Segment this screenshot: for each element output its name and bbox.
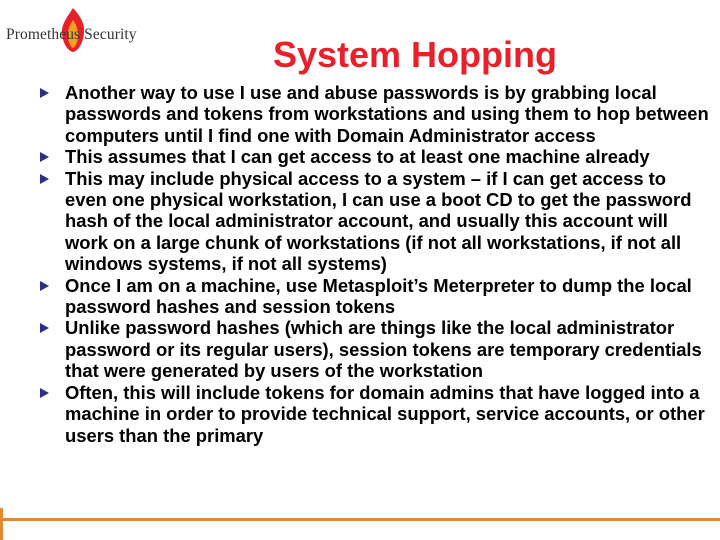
- bullet-text: Once I am on a machine, use Metasploit’s Meterpreter to dump the local password hashes and session tokens: [65, 274, 692, 318]
- bullet-item: [40, 168, 712, 275]
- footer-corner-mark: [0, 508, 3, 540]
- bullet-text: This may include physical access to a system – if I can get access to even one physical workstation, I can use a boot CD to get the password hash of the local administrator account, and usually this account will work on a large chunk of workstations (if not all workstations, if not all windows systems, if not all systems): [65, 167, 692, 275]
- bullet-item: [40, 275, 712, 318]
- bullet-item: [40, 317, 712, 381]
- bullet-arrow-icon: [40, 323, 49, 333]
- logo-text: Prometheus Security: [6, 26, 137, 43]
- bullet-text: Often, this will include tokens for domain admins that have logged into a machine in order to provide technical support, service accounts, or other users than the primary: [65, 381, 705, 446]
- bullet-arrow-icon: [40, 152, 49, 162]
- bullet-arrow-icon: [40, 388, 49, 398]
- bullet-item: [40, 82, 712, 146]
- bullet-item: [40, 146, 712, 167]
- bullet-arrow-icon: [40, 281, 49, 291]
- footer-divider: [0, 518, 720, 521]
- bullet-item: [40, 382, 712, 446]
- bullet-text: Unlike password hashes (which are things like the local administrator password or its regular users), session tokens are temporary credentials that were generated by users of the workstation: [65, 317, 702, 382]
- bullet-text: Another way to use I use and abuse passwords is by grabbing local passwords and tokens from workstations and using them to hop between computers until I find one with Domain Administrator access: [65, 82, 709, 146]
- bullet-text: This assumes that I can get access to at least one machine already: [65, 146, 650, 168]
- slide-title: System Hopping: [272, 34, 558, 75]
- company-logo: [2, 4, 152, 56]
- bullet-list: [40, 82, 712, 446]
- bullet-arrow-icon: [40, 88, 49, 98]
- bullet-arrow-icon: [40, 174, 49, 184]
